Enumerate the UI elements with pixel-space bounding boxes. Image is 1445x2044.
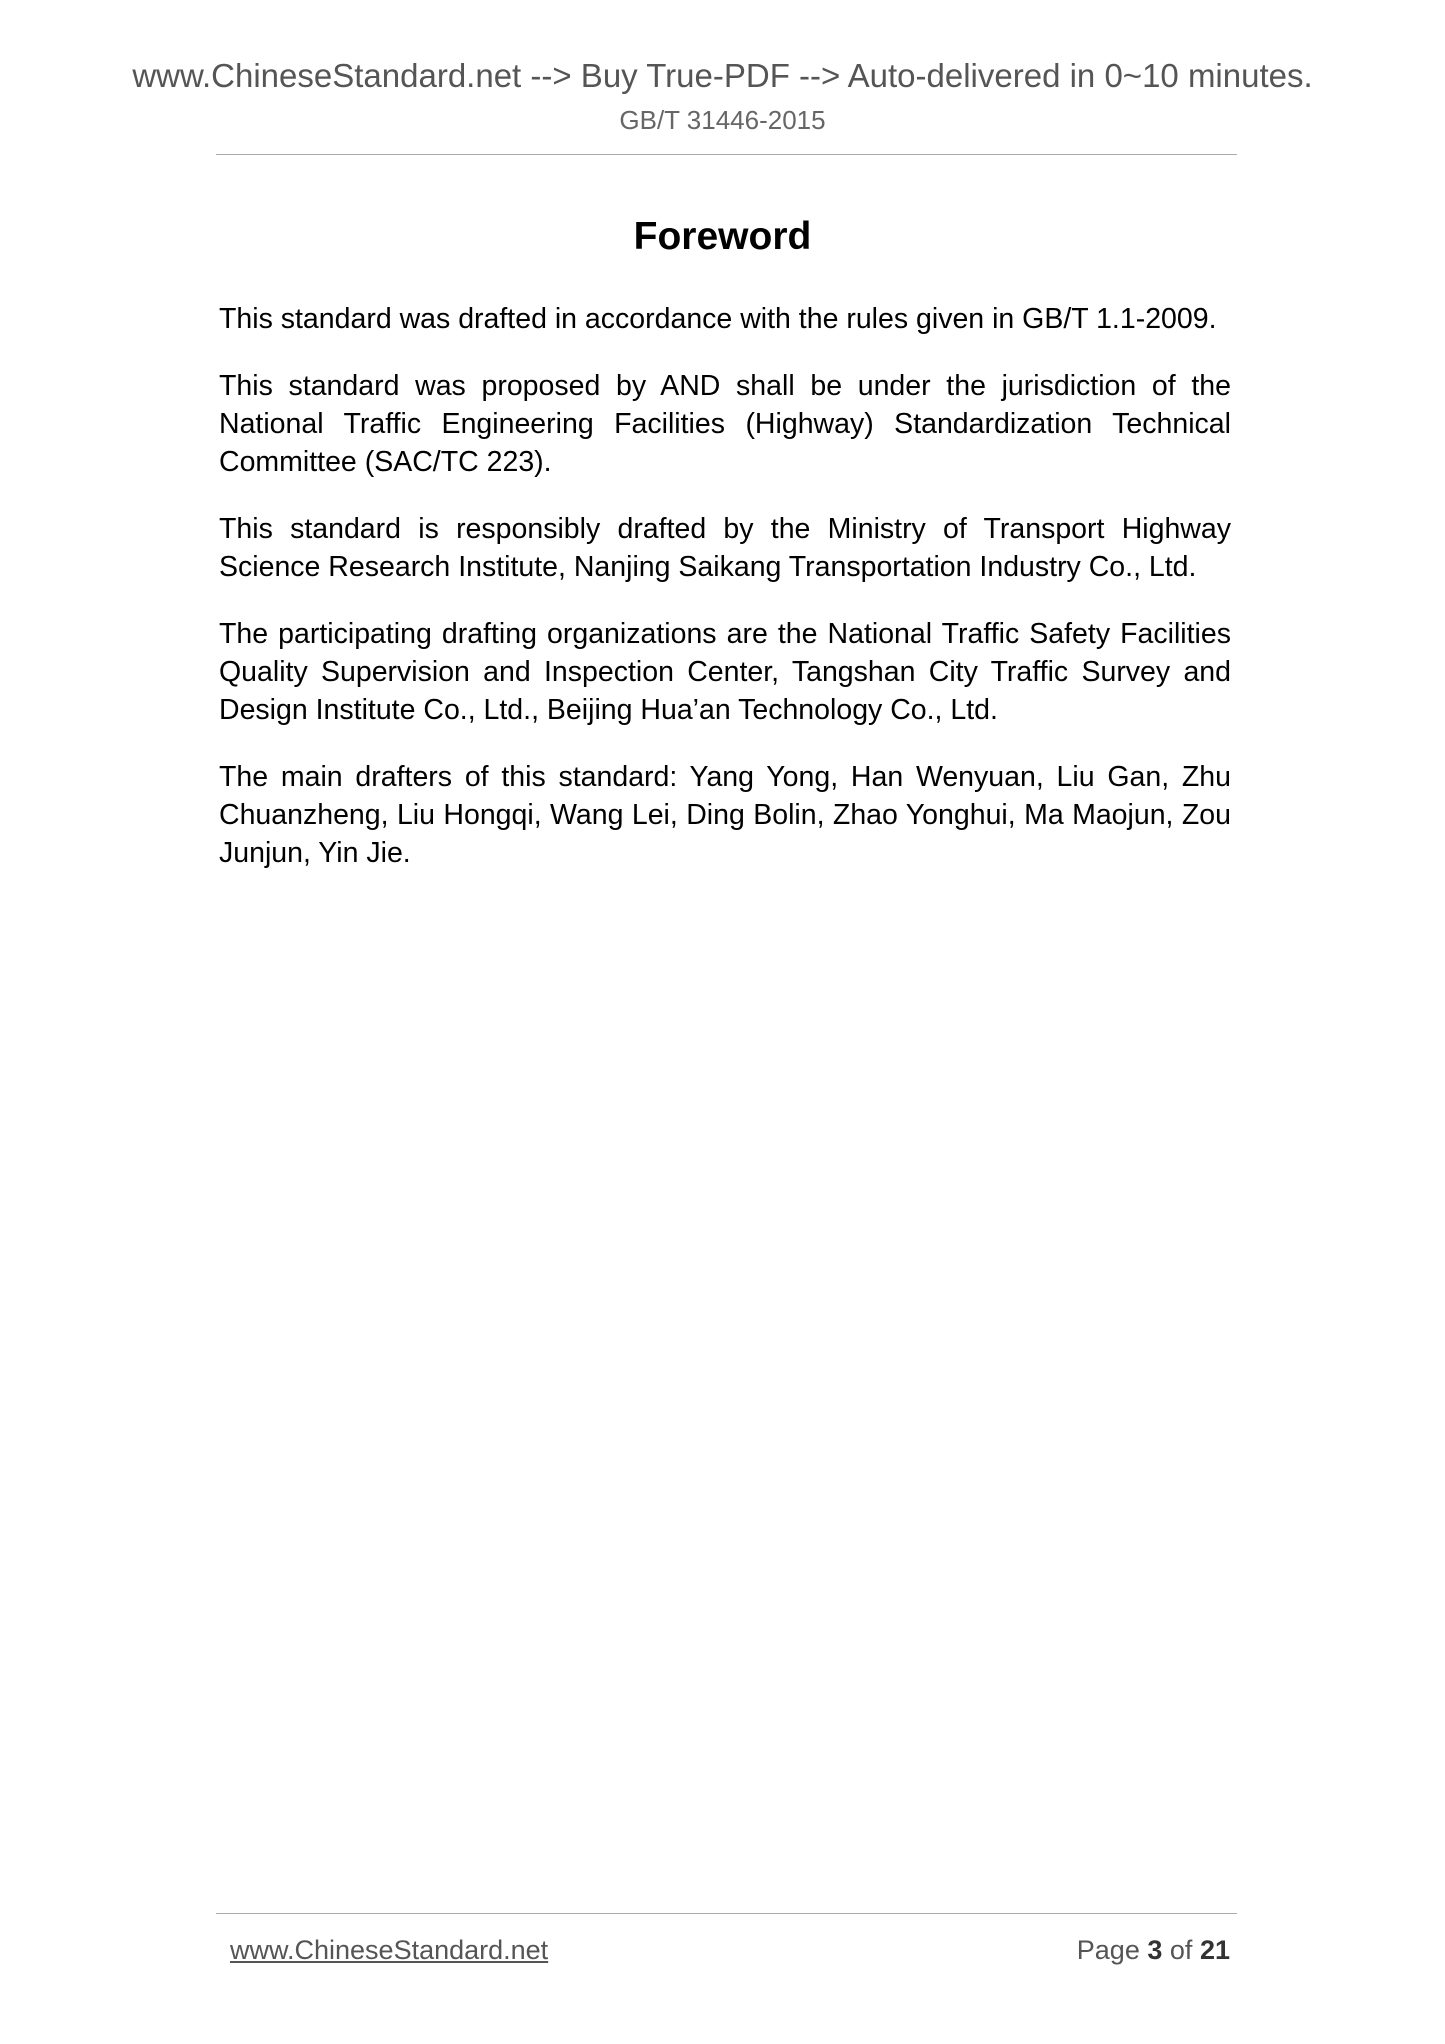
footer-website-link[interactable]: www.ChineseStandard.net [230, 1935, 549, 1965]
footer-divider [216, 1913, 1237, 1914]
document-id: GB/T 31446-2015 [619, 105, 826, 135]
of-word: of [1169, 1935, 1193, 1965]
foreword-body [219, 300, 1231, 901]
current-page: 3 [1147, 1935, 1163, 1965]
paragraph-responsible-drafter: This standard is responsibly drafted by the Ministry of Transport Highway Science Research Institute, Nanjing Saikang Transportation Industry Co., Ltd. [219, 513, 1231, 583]
page-word: Page [1076, 1935, 1140, 1965]
paragraph-drafting-rules: This standard was drafted in accordance with the rules given in GB/T 1.1-2009. [219, 303, 1217, 335]
page-title: Foreword [633, 215, 812, 258]
header-divider [216, 154, 1237, 155]
header-banner: www.ChineseStandard.net --> Buy True-PDF --> Auto-delivered in 0~10 minutes. [132, 57, 1313, 94]
paragraph-proposal: This standard was proposed by AND shall be under the jurisdiction of the National Traffic Engineering Facilities (Highway) Standardization Technical Committee (SAC/TC 223). [219, 370, 1231, 478]
page-number [1000, 1933, 1230, 1967]
paragraph-main-drafters: The main drafters of this standard: Yang Yong, Han Wenyuan, Liu Gan, Zhu Chuanzheng, Liu Hongqi, Wang Lei, Ding Bolin, Zhao Yonghui, Ma Maojun, Zou Junjun, Yin Jie. [219, 761, 1231, 869]
paragraph-participating-organizations: The participating drafting organizations are the National Traffic Safety Facilities Quality Supervision and Inspection Center, Tangshan City Traffic Survey and Design Institute Co., Ltd., Beijing Hua’an Technology Co., Ltd. [219, 618, 1231, 726]
total-pages: 21 [1199, 1935, 1230, 1965]
